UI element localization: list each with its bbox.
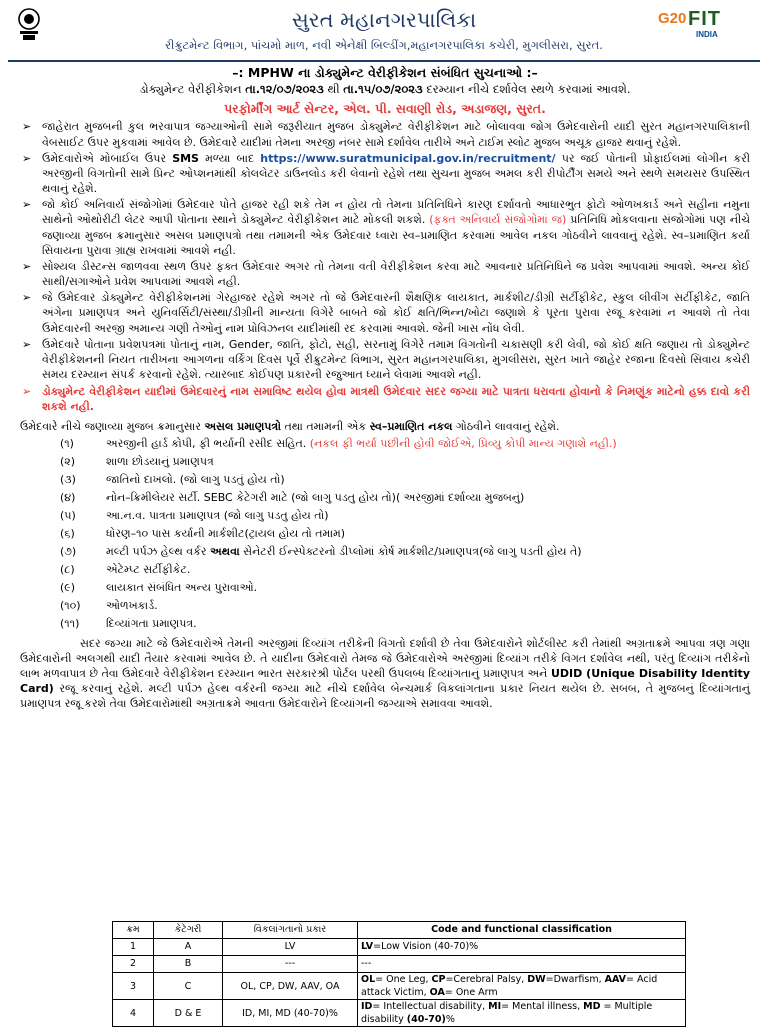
intro-text: ગોઠવીને લાવવાનું રહેશે. [452, 419, 560, 433]
list-item [60, 436, 750, 454]
code-description: = Acid attack Victim, [361, 974, 658, 999]
code-description: % [445, 1014, 455, 1026]
point-text: જાહેરાત મુજબની કુલ ભરવાપાત્ર જગ્યાઓની સામે જરૂરીયાત મુજબ ડોક્યુમેન્ટ વેરીફીકેશન માટે બોલાવવા જોગ ઉમેદવારોની યાદી સુરત મહાનગરપાલિકાની વેબસાઈટ ઉપર મુકવામાં આવેલ છે. ઉમેદવારે યાદીમાં તેમના અરજી નંબર સામે દર્શાવેલ તારીખે અને ટાઈમ સ્લોટ મુજબ અચૂક હાજર થવાનું રહેશે. [42, 120, 750, 149]
disability-classification-table [112, 921, 686, 1027]
g20-fit-india-logo [658, 8, 742, 42]
intro-bold: અસલ પ્રમાણપત્રો [204, 419, 281, 433]
code-description: = One Arm [444, 987, 498, 999]
code-abbreviation: OL [361, 974, 376, 985]
venue: પરફોર્મીંગ આર્ટ સેન્ટર, એલ. પી. સવાણી રોડ, અડાજણ, સુરત. [224, 101, 546, 117]
point-text: જો કોઈ અનિવાર્ય સંજોગોમાં ઉમેદવાર પોતે હાજર રહી શકે તેમ ન હોય તો તેમના પ્રતિનિધિને કારણ દર્શાવતો આધારભુત ફોટો ઓળખકાર્ડ અને સહીના નમુના સાથેનો ઓથોરીટી લેટર આપી પોતાના સ્થાને ડોક્યુમેન્ટ વેરીફીકેશન માટે મોકલી શકશે. [42, 198, 750, 227]
cell-serial: 4 [113, 1000, 154, 1027]
table-header-row [113, 922, 686, 939]
cell-category: B [154, 956, 223, 973]
dates-post: દરમ્યાન નીચે દર્શાવેલ સ્થળે કરવામાં આવશે. [422, 82, 631, 97]
code-abbreviation: ID [361, 1001, 373, 1013]
col-header-code: Code and functional classification [358, 922, 686, 939]
list-item [20, 259, 750, 289]
code-abbreviation: MI [488, 1001, 502, 1013]
disability-paragraph [20, 636, 750, 712]
list-item [60, 616, 750, 634]
point-text: ઉમેદવારોએ મોબાઈલ ઉપર [42, 151, 173, 165]
cell-category: D & E [154, 1000, 223, 1027]
item-number: (૭) [60, 544, 77, 558]
item-text: જાતિનો દાખલો. (જો લાગુ પડતું હોય તો) [106, 472, 285, 486]
arrow-bullet-icon: ➢ [22, 337, 32, 351]
dates-mid: થી [323, 82, 344, 97]
cell-code-classification [358, 973, 686, 1000]
code-abbreviation: (40-70) [406, 1014, 446, 1026]
list-item [20, 197, 750, 258]
header-divider [8, 60, 760, 62]
list-item [20, 290, 750, 336]
arrow-bullet-icon: ➢ [22, 259, 32, 273]
cell-disability-type: OL, CP, DW, AAV, OA [223, 973, 358, 1000]
list-item [20, 337, 750, 383]
india-logo-text: INDIA [696, 30, 718, 39]
list-item [60, 454, 750, 472]
org-address: રીક્રુટમેન્ટ વિભાગ, પાંચમો માળ, નવી એનેક્ષી બિલ્ડીંગ,મહાનગરપાલિકા કચેરી, મુગલીસરા, સુરત. [165, 38, 603, 52]
paragraph-text: સદર જગ્યા માટે જે ઉમેદવારોએ તેમની અરજીમાં દિવ્યાંગ તરીકેની વિગતો દર્શાવી છે તેવા ઉમેદવારોને શોર્ટલીસ્ટ કરી તેમાંથી અગ્રતાક્રમે આપવા ત્રણ ગણા ઉમેદવારોની અલગથી યાદી તૈયાર કરવામાં આવેલ છે. તે યાદીના ઉમેદવારો તેમજ જે ઉમેદવારોએ અરજીમાં દિવ્યાંગ તરીકે વિગત દર્શાવેલ નથી, પરંતુ દિવ્યાંગ તરીકેનો લાભ મળવાપાત્ર છે તેવા ઉમેદવારે વેરીફીકેશન દરમ્યાન ભારત સરકારશ્રી પોર્ટલ પરથી ઉપલબ્ધ દિવ્યાંગતાનું પ્રમાણપત્ર અને [20, 636, 750, 681]
item-number: (૧૧) [60, 616, 80, 630]
point-text: મળ્યા બાદ [198, 151, 261, 165]
item-text: દિવ્યાંગતા પ્રમાણપત્ર. [106, 616, 197, 630]
point-text: પ્રતિનિધિ મોકલવાના સંજોગોમાં પણ નીચે જણાવ્યા મુજબ ક્રમાનુસાર અસલ પ્રમાણપત્રો તથા તમામની એક ઉમેદવાર ધ્વારા સ્વ–પ્રમાણિત કરવામાં આવેલ નકલ ગોઠવીને લાવવાનું રહેશે. સ્વ–પ્રમાણિત કર્યા સિવાયના પુરાવા ગ્રાહ્ય રાખવામાં આવશે નહી. [42, 213, 750, 257]
g20-logo-text: G20 [658, 10, 687, 27]
item-number: (૪) [60, 490, 76, 504]
point-text: પર જઈ પોતાની પ્રોફાઈલમાં લોગીન કરી અરજીની વિગતોની સામે પ્રિન્ટ ઓપ્શનમાંથી કોલલેટર ડાઉનલોડ કરી લેવાનો રહેશે તથા સુચના મુજબ અમલ કરી રીપોર્ટીંગ સમયે અને સ્થળે સમયસર ઉપસ્થિત થવાનું રહેશે. [42, 151, 750, 196]
intro-text: તથા તમામની એક [280, 419, 370, 433]
documents-intro [20, 419, 750, 434]
item-number: (૧) [60, 436, 74, 450]
fit-logo-text: FIT [688, 8, 721, 30]
page-header [0, 0, 768, 62]
arrow-bullet-icon: ➢ [22, 385, 32, 399]
dates-pre: ડોક્યુમેન્ટ વેરીફીકેશન [139, 82, 246, 97]
code-description: =Dwarfism, [545, 974, 605, 985]
point-text: ઉમેદવારે પોતાના પ્રવેશપત્રમાં પોતાનું નામ, Gender, જાતિ, ફોટો, સહી, સરનામું વિગેરે તમામ વિગતોની ચકાસણી કરી લેવી, જો કોઈ ક્ષતિ જણાય તો ડોક્યુમેન્ટ વેરીફીકેશનની નિયત તારીખના આગળના વર્કિંગ દિવસ પૂર્વે રીક્રુટમેન્ટ વિભાગ, સુરત મહાનગરપાલિકા, મુગલીસરા, સુરત ખાતે જાહેર રજાના દિવસો સિવાય કચેરી સમય દરમ્યાન સંપર્ક કરવાનો રહેશે. ત્યારબાદ કોઈપણ પ્રકારની રજુઆત ધ્યાને લેવામાં આવશે નહી. [42, 337, 750, 382]
code-description: = Multiple disability [361, 1001, 653, 1026]
item-text: મલ્ટી પર્પઝ હેલ્થ વર્કર [106, 544, 211, 558]
item-number: (૬) [60, 526, 75, 540]
list-item [60, 544, 750, 562]
item-text: ધોરણ–૧૦ પાસ કર્યાની માર્કશીટ(ટ્રાયલ હોય તો તમામ) [106, 526, 346, 540]
recruitment-link[interactable]: https://www.suratmunicipal.gov.in/recruitment/ [260, 151, 556, 165]
org-title: સુરત મહાનગરપાલિકા [291, 8, 477, 32]
item-text: અરજીની હાર્ડ કોપી, ફી ભર્યાની રસીદ સહિત. [106, 436, 310, 450]
table-row [113, 956, 686, 973]
cell-disability-type: ID, MI, MD (40-70)% [223, 1000, 358, 1027]
item-text: નોન–ક્રિમીલેયર સર્ટી. SEBC કેટેગરી માટે (જો લાગુ પડતુ હોય તો)( અરજીમાં દર્શાવ્યા મુજબનું) [106, 490, 525, 504]
cell-category: C [154, 973, 223, 1000]
list-item [60, 472, 750, 490]
instruction-list [20, 119, 750, 382]
notice-body [20, 64, 750, 715]
item-number: (૯) [60, 580, 76, 594]
item-text: લાયકાત સંબંધિત અન્ય પુરાવાઓ. [106, 580, 258, 594]
item-text: એટેમ્પ્ટ સર્ટીફીકેટ. [106, 562, 191, 576]
list-item [60, 580, 750, 598]
list-item [60, 598, 750, 616]
cell-code-classification [358, 1000, 686, 1027]
date-from: તા.૧૨/૦૭/૨૦૨૩ [245, 82, 324, 97]
item-note: (નકલ ફી ભર્યા પછીની હોવી જોઈએ, પ્રિવ્યુ કોપી માન્ય ગણાશે નહી.) [309, 436, 617, 450]
intro-bold: સ્વ–પ્રમાણિત નકલ [369, 419, 453, 433]
code-description: = Mental illness, [501, 1001, 584, 1013]
col-header-serial: ક્રમ [113, 922, 154, 939]
code-abbreviation: AAV [604, 974, 627, 985]
arrow-bullet-icon: ➢ [22, 291, 32, 305]
list-item [60, 526, 750, 544]
arrow-bullet-icon: ➢ [22, 120, 32, 134]
col-header-disability-type: વિકલાંગતાનો પ્રકાર [223, 922, 358, 939]
arrow-bullet-icon: ➢ [22, 198, 32, 212]
list-item [60, 508, 750, 526]
item-number: (૧૦) [60, 598, 81, 612]
cell-code-classification [358, 956, 686, 973]
item-number: (૮) [60, 562, 75, 576]
code-abbreviation: LV [361, 941, 374, 953]
code-abbreviation: DW [527, 974, 546, 985]
list-item [20, 151, 750, 197]
code-description: =Low Vision (40-70)% [373, 941, 479, 953]
item-number: (૫) [60, 508, 76, 522]
code-description: = One Leg, [375, 974, 432, 985]
cell-serial: 1 [113, 939, 154, 956]
arrow-bullet-icon: ➢ [22, 151, 32, 165]
dates-line [20, 82, 750, 98]
table-row [113, 1000, 686, 1027]
intro-text: ઉમેદવારે નીચે જણાવ્યા મુજબ ક્રમાનુસાર [20, 419, 205, 433]
point-emphasis: (ફક્ત અનિવાર્ય સંજોગોમાં જ) [429, 213, 567, 227]
date-to: તા.૧૫/૦૭/૨૦૨૩ [343, 82, 423, 97]
table-row [113, 939, 686, 956]
item-text: ઓળખકાર્ડ. [106, 598, 158, 612]
cell-serial: 3 [113, 973, 154, 1000]
code-abbreviation: CP [431, 974, 446, 985]
warning-text: ડોક્યુમેન્ટ વેરીફીકેશન યાદીમાં ઉમેદવારનું નામ સમાવિષ્ટ થયેલ હોવા માત્રથી ઉમેદવાર સદર જગ્યા માટે પાત્રતા ધરાવતા હોવાનો કે નિમણૂંક માટેનો હક્ક દાવો કરી શકશે નહી. [42, 385, 750, 414]
cell-disability-type: --- [223, 956, 358, 973]
eligibility-warning [20, 384, 750, 414]
code-abbreviation: MD [583, 1001, 601, 1013]
item-bold: અથવા [210, 544, 240, 558]
documents-list [20, 436, 750, 634]
point-text: સોશ્યલ ડીસ્ટન્સ જાળવવા સ્થળ ઉપર ફક્ત ઉમેદવાર અગર તો તેમના વતી વેરીફીકેશન કરવા માટે આવનાર પ્રતિનિધિને જ પ્રવેશ આપવામાં આવશે. અન્ય કોઈ સાથી/સગાઓને પ્રવેશ આપવામાં આવશે નહી. [42, 259, 750, 289]
list-item [60, 562, 750, 580]
code-description: =Cerebral Palsy, [445, 974, 528, 985]
table-body [113, 939, 686, 1027]
sms-label: SMS [172, 151, 199, 165]
col-header-category: કેટેગરી [154, 922, 223, 939]
code-description: = Intellectual disability, [372, 1001, 489, 1013]
point-text: જે ઉમેદવાર ડોક્યુમેન્ટ વેરીફીકેશનમાં ગેરહાજર રહેશે અગર તો જે ઉમેદવારની શૈક્ષણિક લાયકાત, માર્કશીટ/ડીગ્રી સર્ટીફીકેટ, સ્કુલ લીવીંગ સર્ટીફીકેટ, જાતિ અંગેના પ્રમાણપત્ર અને યુનિવર્સિટી/સંસ્થા/ડીગ્રીની માન્યતા વિગેરે બાબતે જો કોઈ ક્ષતિ/ભિન્ન/ખોટા જણાશે કે પૂરતા પુરાવા રજૂ કરવામાં ન આવશે તો તેવા ઉમેદવારની અરજી અમાન્ય ગણી તેઓનું નામ પ્રોવિઝનલ યાદીમાંથી રદ કરવામાં આવશે. જેની ખાસ નોંધ લેવી. [42, 291, 750, 335]
item-text: આ.ન.વ. પાત્રતા પ્રમાણપત્ર (જો લાગુ પડતુ હોય તો) [106, 508, 329, 522]
table-row [113, 973, 686, 1000]
item-text: શાળા છોડયાનું પ્રમાણપત્ર [106, 454, 214, 468]
udid-label: UDID (Unique Disability Identity Card) [20, 667, 750, 696]
item-text: સેનેટરી ઈન્સ્પેક્ટરનો ડીપ્લોમાં કોર્ષ માર્કશીટ/પ્રમાણપત્ર(જે લાગુ પડતી હોય તે) [239, 544, 582, 558]
cell-serial: 2 [113, 956, 154, 973]
code-description: --- [361, 958, 372, 970]
item-number: (૩) [60, 472, 76, 486]
item-number: (૨) [60, 454, 76, 468]
cell-category: A [154, 939, 223, 956]
cell-code-classification [358, 939, 686, 956]
code-abbreviation: OA [429, 987, 445, 999]
cell-disability-type: LV [223, 939, 358, 956]
list-item [60, 490, 750, 508]
paragraph-text: રજૂ કરવાનું રહેશે. મલ્ટી પર્પઝ હેલ્થ વર્કરની જગ્યા માટે નીચે દર્શાવેલ બેન્ચમાર્ક વિકલાંગતાના પ્રકાર નિયત થયેલ છે. સબબ, તે મુજબનું દિવ્યાંગતાનું પ્રમાણપત્ર રજૂ કરશે તેવા ઉમેદવારોમાંથી અગ્રતાક્રમે આવતા ઉમેદવારોને દિવ્યાંગની જગ્યાએ સમાવવા આવશે. [20, 682, 750, 711]
notice-title: –: MPHW ના ડોક્યુમેન્ટ વેરીફીકેશન સંબંધિત સુચનાઓ :– [232, 65, 538, 80]
list-item [20, 119, 750, 149]
